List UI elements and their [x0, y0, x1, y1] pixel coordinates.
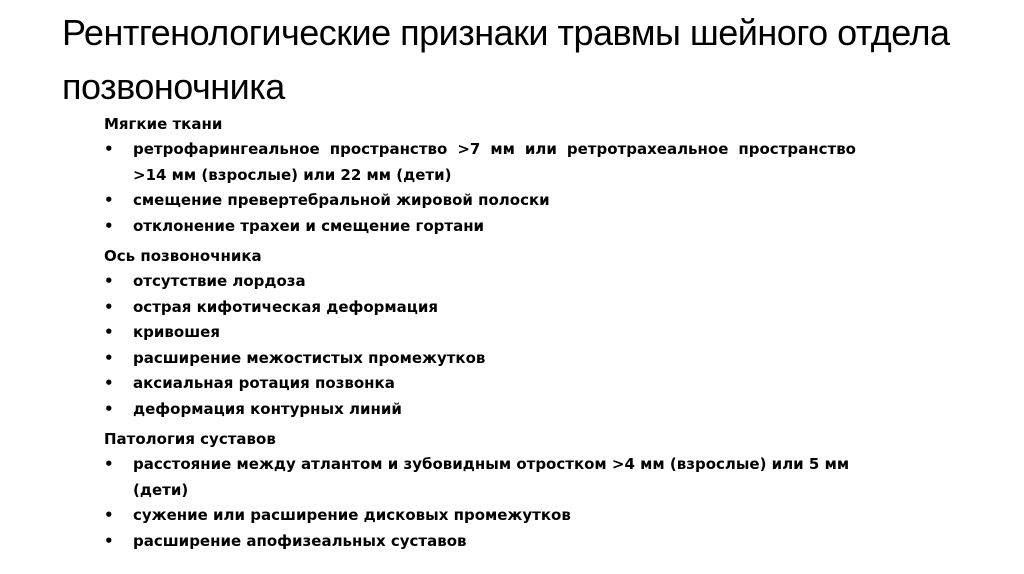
list-item [104, 214, 856, 240]
section-soft-tissue [104, 111, 856, 239]
list-item-text: смещение превертебральной жировой полоски [133, 191, 550, 209]
slide-title: Рентгенологические признаки травмы шейного отдела позвоночника [62, 12, 950, 107]
section-joint-pathology [104, 426, 856, 554]
list-item-text: сужение или расширение дисковых промежутков [133, 506, 571, 524]
list-item-text: расширение апофизеальных суставов [133, 531, 467, 550]
list-item [104, 529, 856, 555]
bullet-list [104, 452, 856, 554]
bullet-icon: • [104, 531, 114, 550]
list-item-text: отклонение трахеи и смещение гортани [133, 216, 485, 235]
list-item-text: отсутствие лордоза [133, 272, 306, 290]
list-item [104, 503, 856, 529]
list-item [104, 320, 856, 346]
slide-content [104, 111, 856, 554]
bullet-icon: • [104, 191, 114, 209]
list-item-text: аксиальная ротация позвонка [133, 374, 395, 392]
bullet-icon: • [104, 455, 114, 473]
list-item-text: острая кифотическая деформация [133, 297, 439, 316]
bullet-icon: • [104, 374, 114, 392]
list-item [104, 269, 856, 295]
list-item-text: ретрофарингеальное пространство >7 мм или ретротрахеальное пространство >14 мм (взрослые) или 22 мм (дети) [133, 140, 856, 184]
bullet-icon: • [104, 216, 114, 235]
bullet-icon: • [104, 272, 114, 290]
list-item [104, 452, 856, 503]
bullet-icon: • [104, 140, 114, 158]
bullet-list [104, 269, 856, 422]
list-item-text: кривошея [133, 323, 220, 341]
bullet-icon: • [104, 506, 114, 524]
section-spine-axis [104, 243, 856, 422]
section-heading: Мягкие ткани [104, 115, 223, 133]
section-heading: Ось позвоночника [104, 247, 262, 265]
list-item-text: расстояние между атлантом и зубовидным отростком >4 мм (взрослые) или 5 мм (дети) [133, 455, 850, 499]
list-item-text: деформация контурных линий [133, 399, 402, 418]
list-item [104, 137, 856, 188]
bullet-list [104, 137, 856, 239]
bullet-icon: • [104, 297, 114, 316]
list-item [104, 346, 856, 372]
bullet-icon: • [104, 323, 114, 341]
list-item [104, 397, 856, 423]
bullet-icon: • [104, 399, 114, 418]
list-item-text: расширение межостистых промежутков [133, 348, 486, 367]
bullet-icon: • [104, 348, 114, 367]
list-item [104, 188, 856, 214]
list-item [104, 371, 856, 397]
list-item [104, 295, 856, 321]
section-heading: Патология суставов [104, 430, 276, 448]
